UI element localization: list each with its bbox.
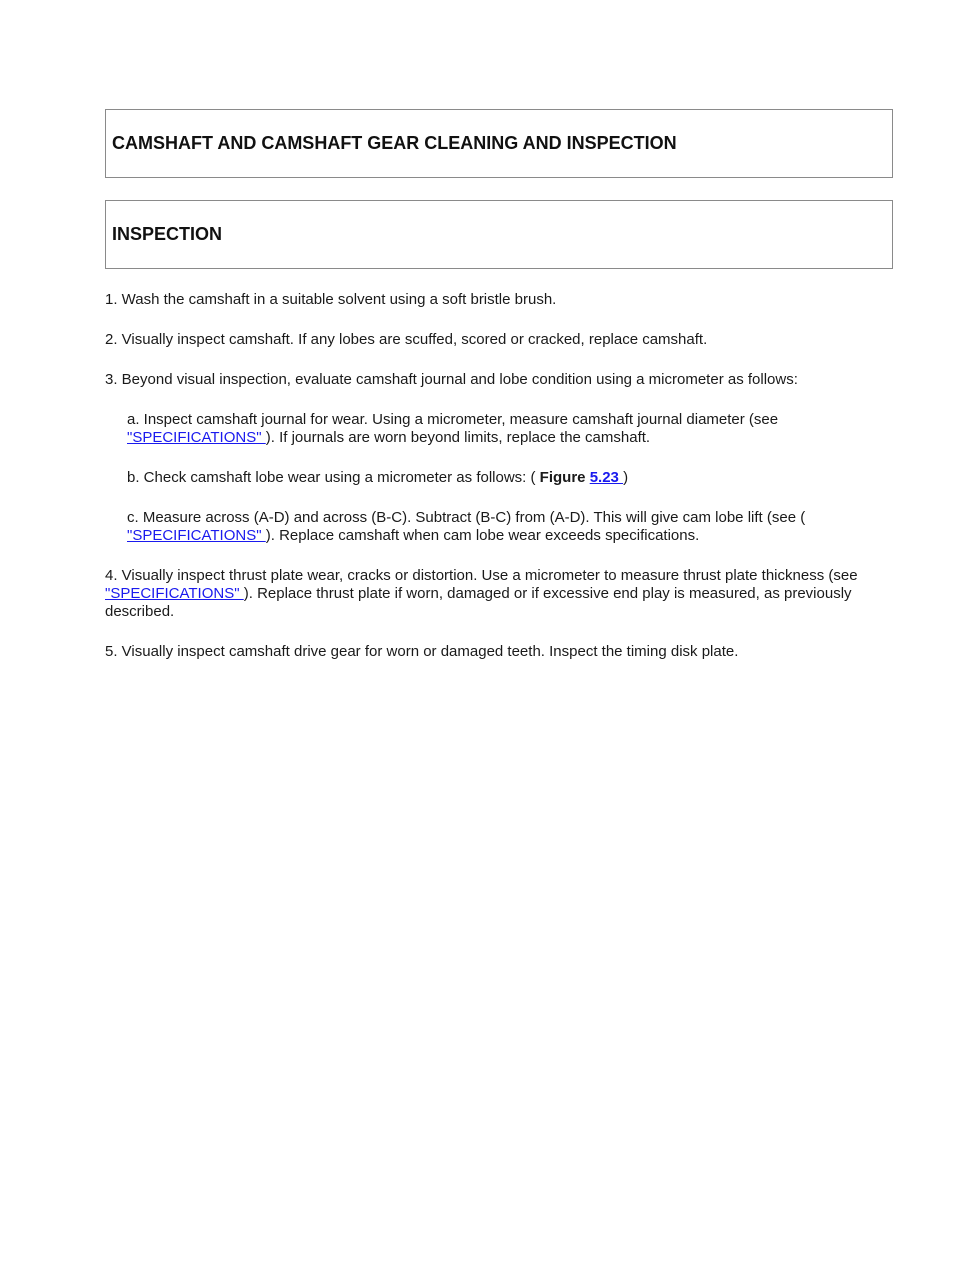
step-3b-text-after: )	[623, 469, 629, 486]
document-title: CAMSHAFT AND CAMSHAFT GEAR CLEANING AND INSPECTION	[112, 133, 677, 153]
figure-link[interactable]: 5.23	[589, 469, 624, 486]
specifications-link-3c[interactable]: "SPECIFICATIONS"	[127, 527, 266, 544]
step-3: 3. Beyond visual inspection, evaluate camshaft journal and lobe condition using a micrometer as follows:	[105, 371, 798, 388]
step-3b-text-before: b. Check camshaft lobe wear using a micrometer as follows: (	[127, 469, 540, 486]
step-5: 5. Visually inspect camshaft drive gear for worn or damaged teeth. Inspect the timing disk plate.	[105, 643, 739, 660]
section-title-box	[105, 200, 893, 269]
step-3b	[105, 469, 893, 487]
step-3a-text-before: a. Inspect camshaft journal for wear. Using a micrometer, measure camshaft journal diameter (see	[127, 411, 779, 428]
step-3c-text-after: ). Replace camshaft when cam lobe wear exceeds specifications.	[265, 527, 700, 544]
step-4-text-after: ). Replace thrust plate if worn, damaged or if excessive end play is measured, as previously described.	[105, 585, 852, 620]
document-page	[105, 109, 893, 661]
inspection-steps	[105, 291, 893, 661]
section-title: INSPECTION	[112, 224, 223, 244]
specifications-link-4[interactable]: "SPECIFICATIONS"	[105, 585, 244, 602]
specifications-link-3a[interactable]: "SPECIFICATIONS"	[127, 429, 266, 446]
document-title-box	[105, 109, 893, 178]
step-3a	[105, 411, 893, 447]
step-1: 1. Wash the camshaft in a suitable solvent using a soft bristle brush.	[105, 291, 557, 308]
step-4-text-before: 4. Visually inspect thrust plate wear, cracks or distortion. Use a micrometer to measure thrust plate thickness (see	[105, 567, 858, 584]
step-3c-text-before: c. Measure across (A-D) and across (B-C). Subtract (B-C) from (A-D). This will give cam lobe lift (see (	[127, 509, 806, 526]
step-3c	[105, 509, 893, 545]
step-3a-text-after: ). If journals are worn beyond limits, replace the camshaft.	[265, 429, 651, 446]
step-4	[105, 567, 893, 621]
figure-label: Figure	[539, 469, 586, 486]
step-2: 2. Visually inspect camshaft. If any lobes are scuffed, scored or cracked, replace camshaft.	[105, 331, 708, 348]
